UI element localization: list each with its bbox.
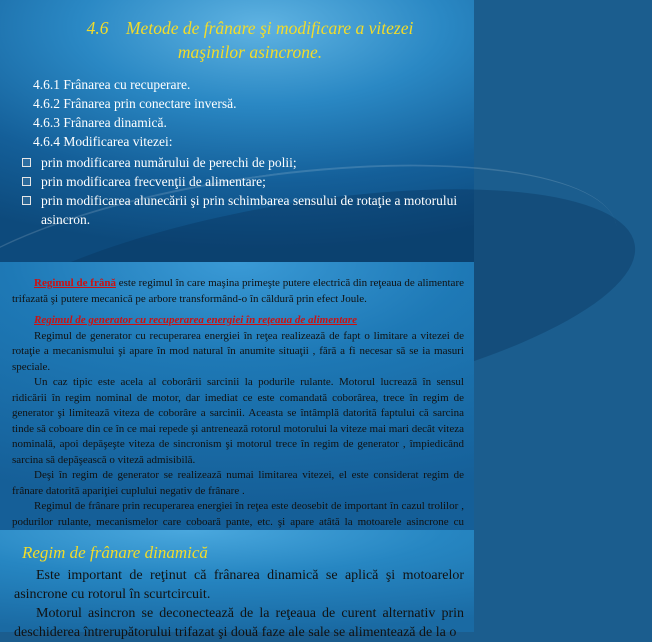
section-list bbox=[33, 75, 453, 151]
bullet-text: prin modificarea frecvenţii de alimentare; bbox=[41, 174, 266, 189]
paragraph: Este important de reţinut că frânarea dinamică se aplică şi motoarelor asincrone cu rotorul în scurtcircuit. bbox=[14, 568, 464, 602]
paragraph: Motorul asincron se deconectează de la reţeaua de curent alternativ prin deschiderea întrerupătorului trifazat şi două faze ale sale se alimentează de la o bbox=[14, 606, 464, 640]
square-bullet-icon bbox=[22, 177, 31, 186]
list-item: 4.6.3 Frânarea dinamică. bbox=[33, 115, 167, 130]
paragraph: Deşi în regim de generator se realizează numai limitarea vitezei, el este considerat regim de frânare datorită apariţiei cuplului negativ de frânare . bbox=[12, 469, 464, 497]
slide-regimul-de-frana bbox=[0, 262, 474, 530]
paragraph: Un caz tipic este acela al coborârii sarcinii la podurile rulante. Motorul lucrează în sensul ridicării în regim nominal de motor, dar imediat ce este comandată coborârea, trece în regim de generator şi limitează viteza de coborâre a sarcinii. Aceasta se întâmplă datorită faptului că sarcina tinde să coboare din ce în ce mai repede şi antrenează rotorul motorului la viteze mai mari decât viteza nominală, apoi depăşeşte viteza de sincronism şi motorul trece în regim de generator , împiedicând sarcina să depăşească o viteză admisibilă. bbox=[12, 376, 464, 466]
bullet-item bbox=[22, 191, 462, 229]
list-item: 4.6.2 Frânarea prin conectare inversă. bbox=[33, 96, 237, 111]
paragraph bbox=[12, 276, 464, 307]
bullet-item bbox=[22, 153, 462, 172]
paragraph: Regimul de generator cu recuperarea energiei în reţea realizează de fapt o limitare a vitezei de rotaţie a mecanismului şi apare în mod natural în anumite situaţii , fără a fi necesar să se ia masuri speciale. bbox=[12, 329, 464, 373]
bullet-text: prin modificarea alunecării şi prin schimbarea sensului de rotaţie a motorului asincron. bbox=[41, 193, 458, 227]
square-bullet-icon bbox=[22, 196, 31, 205]
slide-title: 4.6 Metode de frânare şi modificare a vitezei maşinilor asincrone. bbox=[86, 18, 414, 62]
slide-metode-franare bbox=[0, 0, 474, 262]
list-item: 4.6.4 Modificarea vitezei: bbox=[33, 134, 173, 149]
paragraph-text: este regimul în care maşina primeşte putere electrică din reţeaua de alimentare trifazată şi putere mecanică pe arbore transformând-o în căldură prin efect Joule. bbox=[12, 277, 464, 305]
bullet-list bbox=[22, 153, 462, 229]
slide-franare-dinamica bbox=[0, 530, 474, 640]
highlight-term: Regimul de generator cu recuperarea energiei în reţeaua de alimentare bbox=[34, 314, 357, 326]
slide-heading: Regim de frânare dinamică bbox=[22, 543, 208, 562]
list-item: 4.6.1 Frânarea cu recuperare. bbox=[33, 77, 191, 92]
bullet-text: prin modificarea numărului de perechi de polii; bbox=[41, 155, 297, 170]
bullet-item bbox=[22, 172, 462, 191]
square-bullet-icon bbox=[22, 158, 31, 167]
subheading bbox=[12, 313, 464, 329]
highlight-term: Regimul de frână bbox=[34, 277, 116, 289]
paragraph: Regimul de frânare prin recuperarea energiei în reţea este deosebit de important în cazul trolilor , podurilor rulante, mecanismelor care coboară pante, etc. şi apare atâtă la motoarele asincrone cu bbox=[12, 500, 464, 528]
